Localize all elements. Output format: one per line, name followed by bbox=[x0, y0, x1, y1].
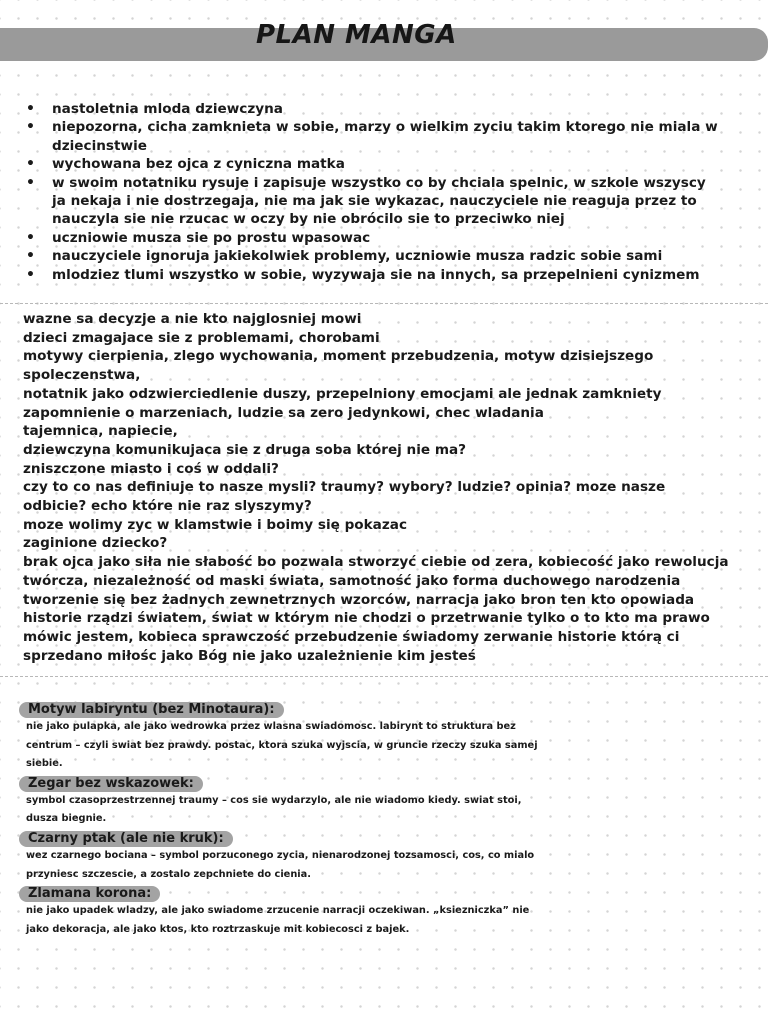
bullet-item: • niepozorna, cicha zamknieta w sobie, marzy o wielkim zyciu takim ktorego nie miala w dziecinstwie bbox=[22, 118, 722, 155]
motif-line: wez czarnego bociana – symbol porzuconego zycia, nienarodzonej tozsamosci, cos, co mialo bbox=[26, 850, 535, 862]
note-line: zniszczone miasto i coś w oddali? bbox=[23, 460, 279, 477]
motif-labyrinth bbox=[23, 700, 748, 774]
bullet-item: • nauczyciele ignoruja jakiekolwiek problemy, uczniowie musza radzic sobie sami bbox=[22, 247, 722, 265]
motif-line: przyniesc szczescie, a zostalo zepchniete do cienia. bbox=[26, 868, 311, 880]
dashed-divider bbox=[0, 303, 768, 304]
bullet-item: • uczniowie musza sie po prostu wpasowac bbox=[22, 229, 722, 247]
note-line: wazne sa decyzje a nie kto najglosniej mowi bbox=[23, 311, 362, 327]
motif-broken-crown bbox=[23, 884, 748, 939]
motif-line: dusza biegnie. bbox=[26, 813, 107, 825]
motif-clock bbox=[23, 774, 748, 829]
motif-black-bird bbox=[23, 829, 748, 884]
motifs-section bbox=[23, 700, 748, 939]
notes-block bbox=[23, 310, 731, 665]
motif-line: centrum – czyli swiat bez prawdy. postac, ktora szuka wyjscia, w gruncie rzeczy szuka samej bbox=[26, 739, 538, 751]
note-line: dzieci zmagajace sie z problemami, chorobami bbox=[23, 329, 380, 346]
note-line: tworzenie się bez żadnych zewnetrznych wzorców, narracja jako bron ten kto opowiada bbox=[23, 591, 695, 608]
note-line: moze wolimy zyc w klamstwie i boimy się pokazac bbox=[23, 516, 408, 533]
note-line: twórcza, niezależność od maski świata, samotność jako forma duchowego narodzenia bbox=[23, 572, 681, 589]
note-line: odbicie? echo które nie raz slyszymy? bbox=[23, 498, 312, 515]
bullet-item: • wychowana bez ojca z cyniczna matka bbox=[22, 155, 722, 173]
note-line: tajemnica, napiecie, bbox=[23, 423, 178, 440]
bullet-item: • nastoletnia mloda dziewczyna bbox=[22, 100, 722, 118]
note-line: czy to co nas definiuje to nasze mysli? traumy? wybory? ludzie? opinia? moze nasze bbox=[23, 479, 666, 496]
motif-line: symbol czasoprzestrzennej traumy – cos sie wydarzylo, ale nie wiadomo kiedy. swiat stoi, bbox=[26, 795, 522, 807]
note-line: sprzedano miłośc jako Bóg nie jako uzależnienie kim jesteś bbox=[23, 647, 476, 664]
motif-line: nie jako upadek wladzy, ale jako swiadome zrzucenie narracji oczekiwan. „ksiezniczka” nie bbox=[26, 905, 530, 917]
bullet-item: • mlodziez tlumi wszystko w sobie, wyzywaja sie na innych, sa przepelnieni cynizmem bbox=[22, 266, 722, 284]
page-title: PLAN MANGA bbox=[256, 20, 457, 50]
motif-title: Motyw labiryntu (bez Minotaura): bbox=[19, 702, 284, 718]
note-line: zaginione dziecko? bbox=[23, 535, 168, 552]
note-line: mówic jestem, kobieca sprawczość przebudzenie świadomy zerwanie historie którą ci bbox=[23, 628, 680, 645]
bullet-list bbox=[22, 100, 722, 284]
bullet-item: • w swoim notatniku rysuje i zapisuje wszystko co by chciala spelnic, w szkole wszyscy ja nekaja i nie dostrzegaja, nie ma jak sie wykazac, nauczyciele nie reaguja przez to nauczyla sie nie rzucac w oczy by nie obrócilo sie to przeciwko niej bbox=[22, 174, 722, 229]
note-line: spoleczenstwa, bbox=[23, 367, 141, 384]
note-line: historie rządzi światem, świat w którym nie chodzi o przetrwanie tylko o to kto ma prawo bbox=[23, 610, 710, 627]
motif-line: jako dekoracja, ale jako ktos, kto roztrzaskuje mit kobiecosci z bajek. bbox=[26, 923, 410, 935]
motif-line: siebie. bbox=[26, 758, 63, 770]
motif-line: nie jako pulapka, ale jako wedrowka przez wlasna swiadomosc. labirynt to struktura bez bbox=[26, 721, 516, 733]
motif-title: Zlamana korona: bbox=[19, 886, 160, 902]
note-line: zapomnienie o marzeniach, ludzie sa zero jedynkowi, chec wladania bbox=[23, 404, 544, 421]
motif-title: Zegar bez wskazowek: bbox=[19, 776, 203, 792]
note-line: brak ojca jako siła nie słabość bo pozwala stworzyć ciebie od zera, kobiecość jako rewolucja bbox=[23, 554, 729, 571]
note-line: dziewczyna komunikujaca sie z druga soba której nie ma? bbox=[23, 441, 467, 458]
note-line: motywy cierpienia, zlego wychowania, moment przebudzenia, motyw dzisiejszego bbox=[23, 348, 654, 365]
dashed-divider bbox=[0, 676, 768, 677]
motif-title: Czarny ptak (ale nie kruk): bbox=[19, 831, 233, 847]
note-line: notatnik jako odzwierciedlenie duszy, przepelniony emocjami ale jednak zamkniety bbox=[23, 385, 662, 402]
